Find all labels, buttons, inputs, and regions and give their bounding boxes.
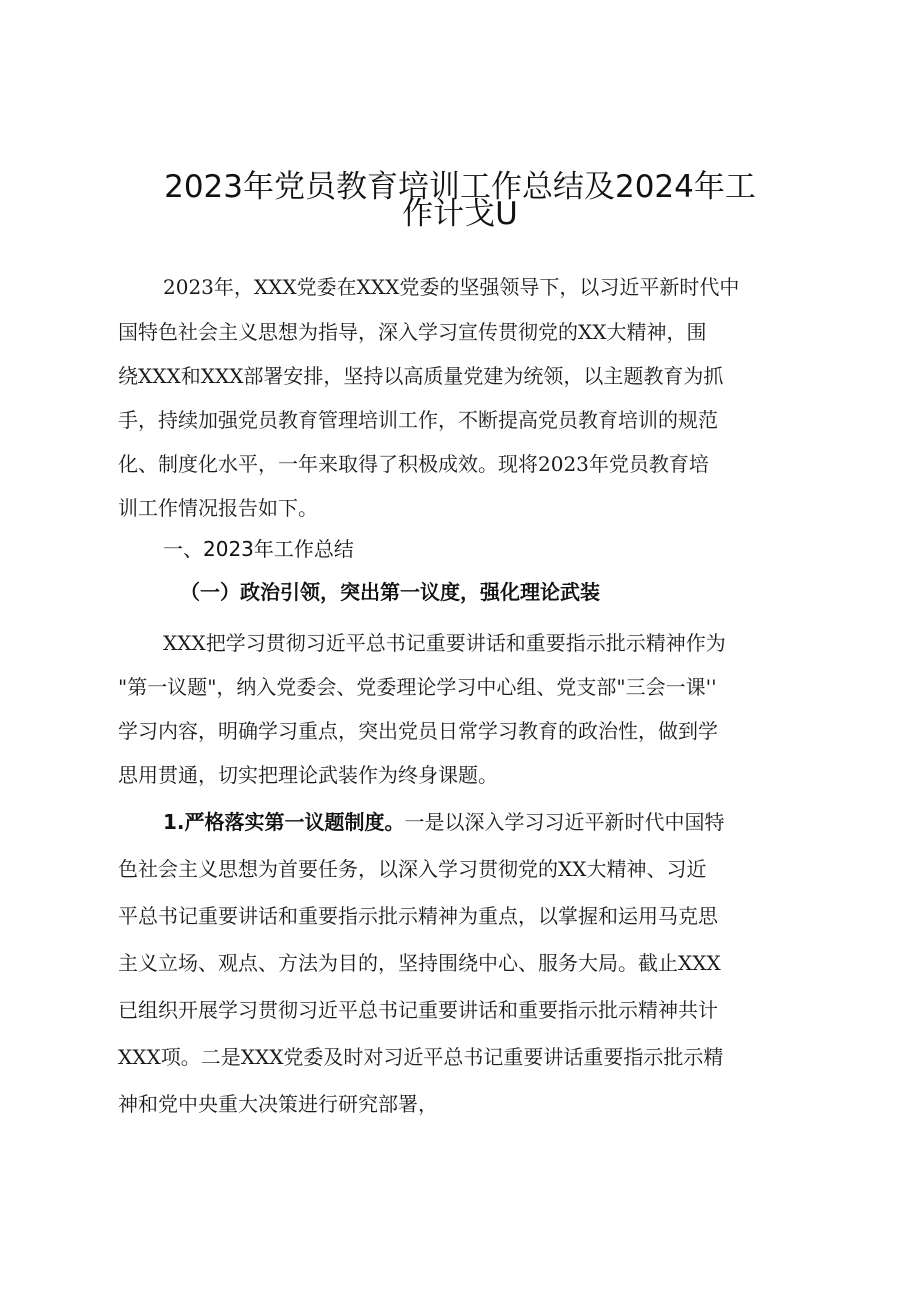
paragraph-2-line-1: XXX把学习贯彻习近平总书记重要讲话和重要指示批示精神作为 bbox=[163, 631, 726, 655]
item-1-line-4: 主义立场、观点、方法为目的，坚持围绕中心、服务大局。截止XXX bbox=[118, 951, 721, 975]
document-title-line-2: 作计戈U bbox=[402, 196, 518, 232]
paragraph-2-line-3: 学习内容，明确学习重点，突出党员日常学习教育的政治性，做到学 bbox=[118, 719, 718, 743]
intro-line-4: 手，持续加强党员教育管理培训工作，不断提高党员教育培训的规范 bbox=[118, 408, 718, 432]
paragraph-2-line-4: 思用贯通，切实把理论武装作为终身课题。 bbox=[118, 763, 498, 787]
intro-line-5: 化、制度化水平，一年来取得了积极成效。现将2023年党员教育培 bbox=[118, 452, 709, 476]
paragraph-2-line-2: "第一议题"，纳入党委会、党委理论学习中心组、党支部"三会一课'' bbox=[118, 675, 717, 699]
intro-line-2: 国特色社会主义思想为指导，深入学习宣传贯彻党的XX大精神，围 bbox=[118, 320, 707, 344]
intro-line-3: 绕XXX和XXX部署安排，坚持以高质量党建为统领，以主题教育为抓 bbox=[118, 364, 724, 388]
section-1-heading: 一、2023年工作总结 bbox=[163, 537, 354, 561]
subsection-1-heading: （一）政治引领，突出第一议度，强化理论武装 bbox=[180, 580, 600, 604]
item-1-first-rest: 一是以深入学习习近平新时代中国特 bbox=[404, 810, 725, 834]
item-1-line-5: 已组织开展学习贯彻习近平总书记重要讲话和重要指示批示精神共计 bbox=[118, 998, 718, 1022]
item-1-lead: 1.严格落实第一议题制度。 bbox=[163, 810, 405, 834]
intro-line-1: 2023年，XXX党委在XXX党委的坚强领导下，以习近平新时代中 bbox=[163, 275, 740, 299]
item-1-line-2: 色社会主义思想为首要任务，以深入学习贯彻党的XX大精神、习近 bbox=[118, 857, 707, 881]
item-1-line-3: 平总书记重要讲话和重要指示批示精神为重点，以掌握和运用马克思 bbox=[118, 904, 718, 928]
intro-line-6: 训工作情况报告如下。 bbox=[118, 496, 318, 520]
item-1-line-6: XXX项。二是XXX党委及时对习近平总书记重要讲话重要指示批示精 bbox=[118, 1045, 724, 1069]
item-1-line-7: 神和党中央重大决策进行研究部署， bbox=[118, 1092, 438, 1116]
document-title-line-1: 2023年党员教育培训工作总结及2024年工 bbox=[164, 169, 756, 205]
item-1-line-1 bbox=[163, 810, 863, 835]
